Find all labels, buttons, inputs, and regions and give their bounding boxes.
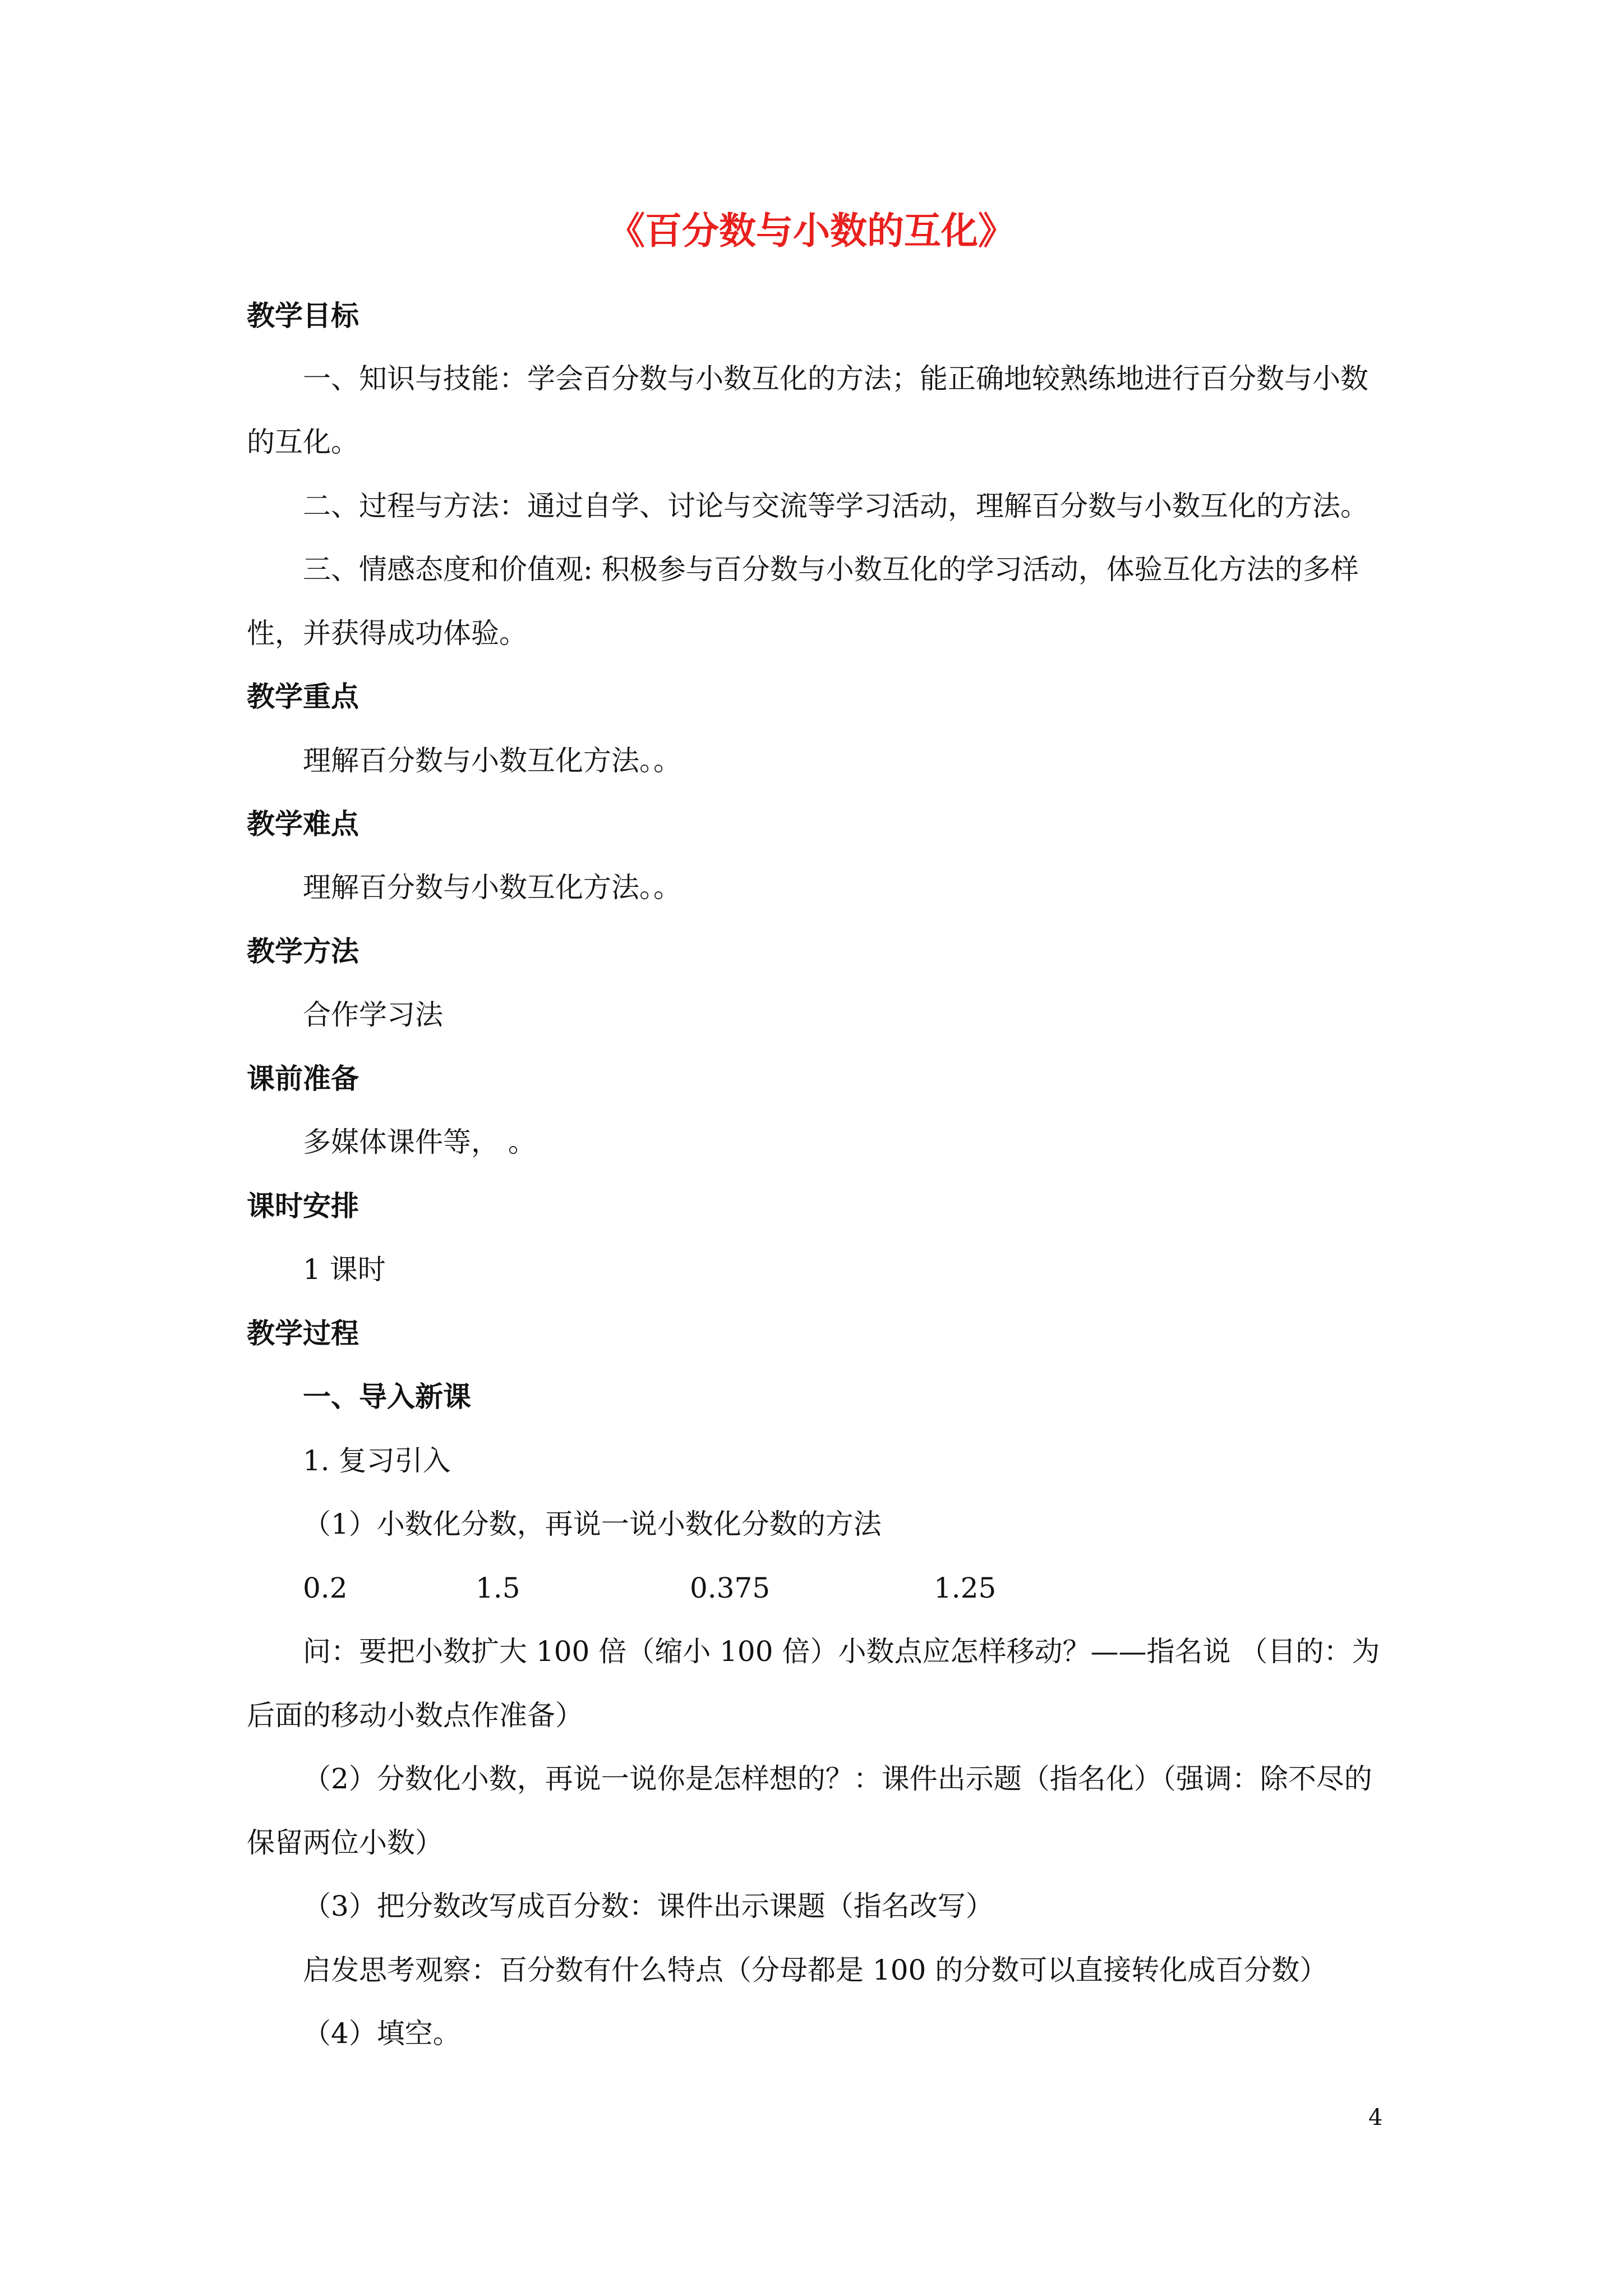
process-observe: 启发思考观察：百分数有什么特点（分母都是 100 的分数可以直接转化成百分数） xyxy=(303,1954,1328,1986)
preparation-heading: 课前准备 xyxy=(247,1062,359,1095)
process-question-cont: 后面的移动小数点作准备） xyxy=(247,1699,583,1732)
process-item-4: （4）填空。 xyxy=(303,2017,461,2050)
process-heading: 教学过程 xyxy=(247,1317,359,1350)
goals-line-1-cont: 的互化。 xyxy=(247,426,359,458)
difficulties-heading: 教学难点 xyxy=(247,808,359,840)
process-item-1: （1）小数化分数，再说一说小数化分数的方法 xyxy=(303,1508,882,1540)
goals-line-3-cont: 性，并获得成功体验。 xyxy=(247,617,527,650)
numbers-row xyxy=(0,1574,1623,1608)
goals-line-2: 二、过程与方法：通过自学、讨论与交流等学习活动，理解百分数与小数互化的方法。 xyxy=(303,490,1368,522)
goals-line-1: 一、知识与技能：学会百分数与小数互化的方法；能正确地较熟练地进行百分数与小数 xyxy=(303,362,1368,395)
document-title: 《百分数与小数的互化》 xyxy=(608,209,1015,252)
number-item: 1.5 xyxy=(476,1572,520,1604)
process-review: 1. 复习引入 xyxy=(303,1444,451,1477)
goals-line-3: 三、情感态度和价值观: 积极参与百分数与小数互化的学习活动，体验互化方法的多样 xyxy=(303,553,1359,586)
number-item: 1.25 xyxy=(934,1572,997,1604)
difficulties-text: 理解百分数与小数互化方法。。 xyxy=(303,871,681,904)
schedule-heading: 课时安排 xyxy=(247,1190,359,1222)
preparation-text: 多媒体课件等， 。 xyxy=(303,1126,536,1158)
process-step1-title: 一、导入新课 xyxy=(303,1381,471,1413)
process-question: 问：要把小数扩大 100 倍（缩小 100 倍）小数点应怎样移动？——指名说 （目的：为 xyxy=(303,1635,1380,1668)
methods-heading: 教学方法 xyxy=(247,935,359,968)
process-item-2: （2）分数化小数，再说一说你是怎样想的？：课件出示题（指名化）（强调：除不尽的 xyxy=(303,1763,1372,1795)
goals-heading: 教学目标 xyxy=(247,300,359,332)
key-points-heading: 教学重点 xyxy=(247,680,359,713)
number-item: 0.2 xyxy=(303,1572,348,1604)
page-number: 4 xyxy=(1368,2105,1383,2131)
number-item: 0.375 xyxy=(690,1572,771,1604)
schedule-text: 1 课时 xyxy=(303,1253,386,1286)
methods-text: 合作学习法 xyxy=(303,999,443,1031)
key-points-text: 理解百分数与小数互化方法。。 xyxy=(303,744,681,777)
process-item-3: （3）把分数改写成百分数：课件出示课题（指名改写） xyxy=(303,1890,994,1922)
process-item-2-cont: 保留两位小数） xyxy=(247,1826,443,1859)
